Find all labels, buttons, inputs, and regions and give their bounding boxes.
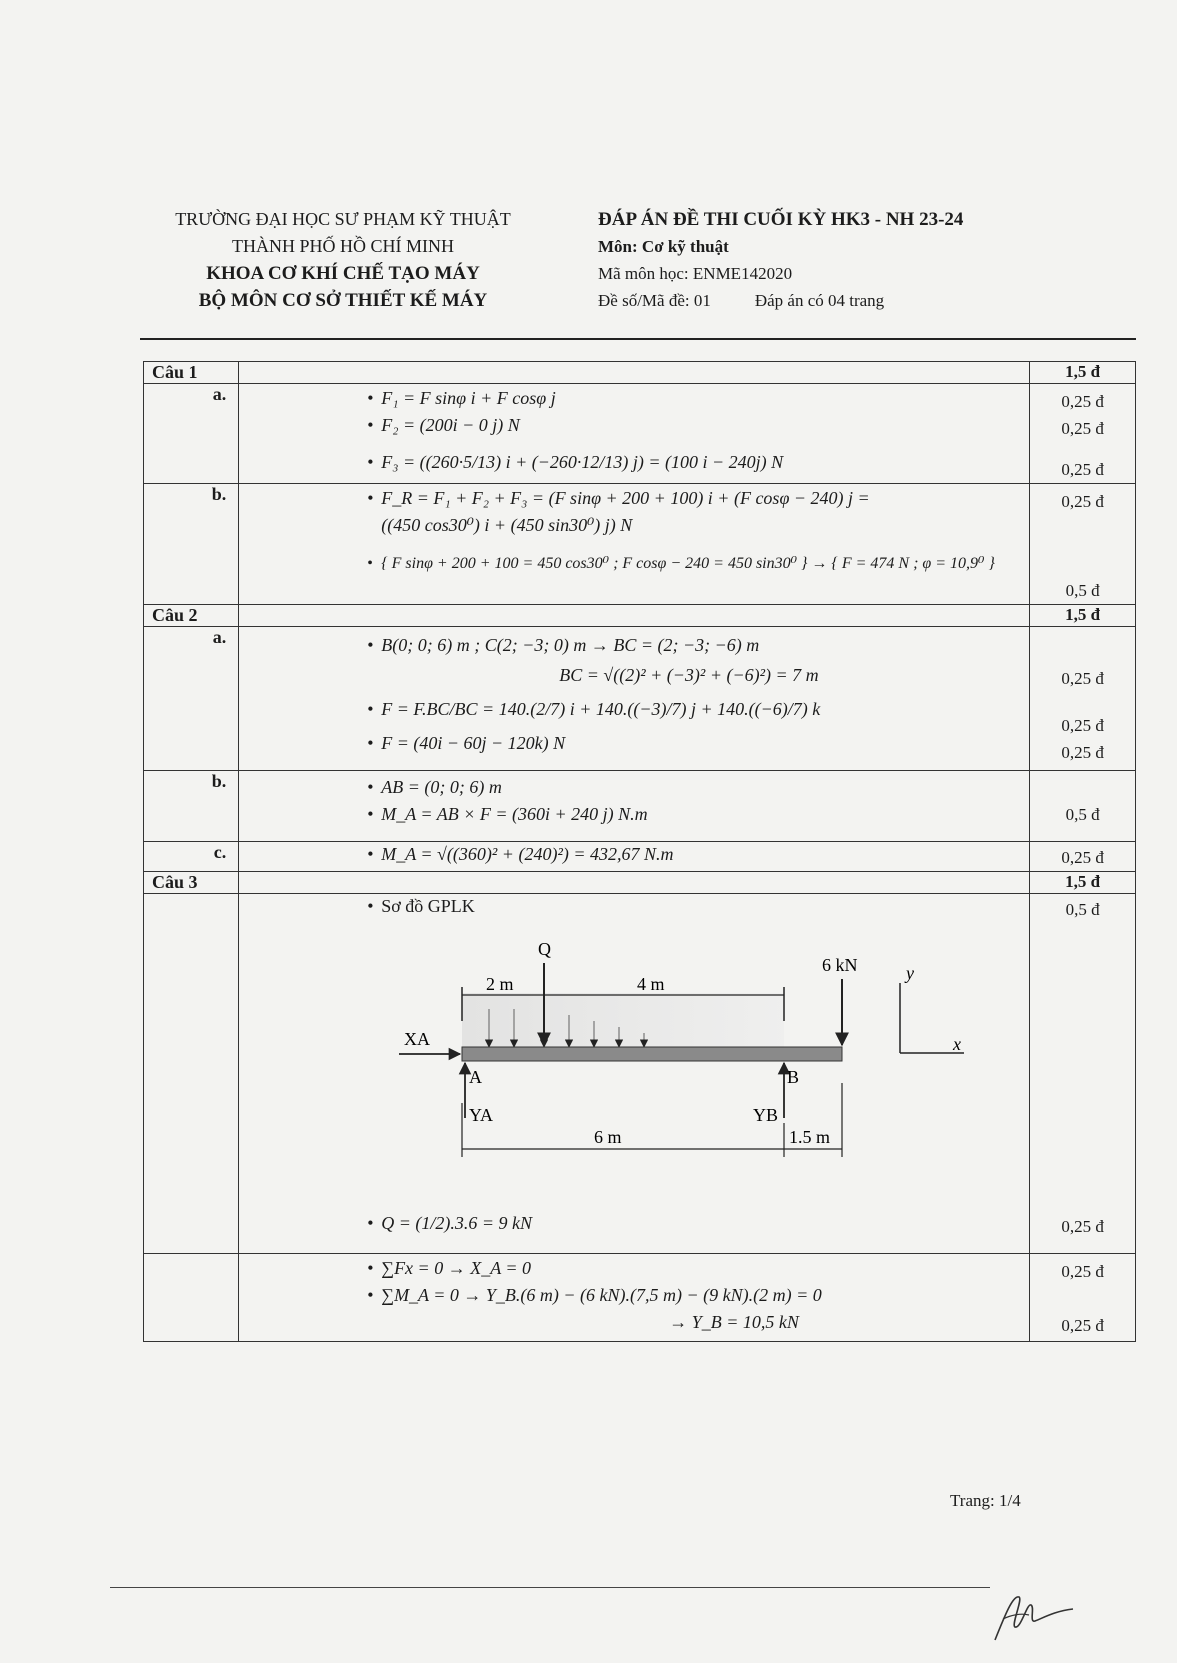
question-total: 1,5 đ bbox=[1030, 872, 1136, 894]
question-2-row bbox=[144, 605, 1136, 627]
formula-line: • ∑M_A = 0 → Y_B.(6 m) − (6 kN).(7,5 m) − (9 kN).(2 m) = 0 bbox=[367, 1285, 822, 1305]
part-label: b. bbox=[144, 484, 239, 605]
formula-line: ((450 cos30⁰) i + (450 sin30⁰) j) N bbox=[381, 515, 633, 535]
question-1-row bbox=[144, 362, 1136, 384]
exam-header bbox=[598, 206, 1068, 314]
reaction-xa-label: XA bbox=[404, 1029, 431, 1049]
points: 0,25 đ bbox=[1061, 460, 1104, 479]
points: 0,25 đ bbox=[1061, 716, 1104, 735]
support-b-label: B bbox=[787, 1067, 800, 1087]
q1-part-b bbox=[144, 484, 1136, 605]
city-name: THÀNH PHỐ HỒ CHÍ MINH bbox=[232, 236, 454, 256]
points: 0,25 đ bbox=[1061, 1262, 1104, 1281]
formula-line: • { F sinφ + 200 + 100 = 450 cos30⁰ ; F cosφ − 240 = 450 sin30⁰ } → { F = 474 N ; φ = 10,9⁰ } bbox=[367, 555, 995, 572]
formula-line: • F₃ = ((260·5/13) i + (−260·12/13) j) = (100 i − 240j) N bbox=[367, 452, 784, 472]
header-divider bbox=[140, 338, 1136, 340]
q2-part-b bbox=[144, 771, 1136, 842]
points: 0,25 đ bbox=[1061, 419, 1104, 438]
footer-divider bbox=[110, 1587, 990, 1588]
pages-note: Đáp án có 04 trang bbox=[754, 291, 885, 310]
points: 0,25 đ bbox=[1061, 669, 1104, 688]
university-name: TRƯỜNG ĐẠI HỌC SƯ PHẠM KỸ THUẬT bbox=[175, 209, 511, 229]
dimension-1-5m: 1.5 m bbox=[789, 1127, 831, 1147]
formula-line: • F_R = F₁ + F₂ + F₃ = (F sinφ + 200 + 100) i + (F cosφ − 240) j = bbox=[367, 488, 870, 508]
points: 0,5 đ bbox=[1065, 805, 1100, 824]
part-label: b. bbox=[144, 771, 239, 842]
reaction-ya-label: YA bbox=[469, 1105, 494, 1125]
axis-x-label: x bbox=[953, 1034, 962, 1054]
formula-line: • M_A = √((360)² + (240)²) = 432,67 N.m bbox=[367, 844, 674, 864]
formula-line: • ∑Fx = 0 → X_A = 0 bbox=[367, 1258, 532, 1278]
points: 0,25 đ bbox=[1061, 848, 1104, 867]
dimension-2m: 2 m bbox=[486, 974, 514, 994]
points: 0,25 đ bbox=[1061, 392, 1104, 411]
free-body-diagram bbox=[239, 923, 1029, 1213]
axis-y-label: y bbox=[906, 963, 915, 983]
formula-line: • F₂ = (200i − 0 j) N bbox=[367, 415, 520, 435]
points: 0,25 đ bbox=[1061, 1217, 1104, 1236]
points: 0,25 đ bbox=[1061, 492, 1104, 511]
school-header bbox=[118, 206, 568, 314]
subject-name: Môn: Cơ kỹ thuật bbox=[598, 237, 729, 256]
dimension-6m: 6 m bbox=[594, 1127, 622, 1147]
question-total: 1,5 đ bbox=[1030, 362, 1136, 384]
q2-part-a bbox=[144, 627, 1136, 771]
resultant-label: Q bbox=[538, 939, 552, 959]
q1-part-a bbox=[144, 384, 1136, 484]
question-label: Câu 1 bbox=[144, 362, 239, 384]
points: 0,25 đ bbox=[1061, 1316, 1104, 1335]
q3-equations-row bbox=[144, 1254, 1136, 1342]
department-name: BỘ MÔN CƠ SỞ THIẾT KẾ MÁY bbox=[198, 290, 488, 311]
exam-number-row bbox=[598, 287, 1068, 314]
fbd-label-line: • Sơ đồ GPLK bbox=[367, 896, 475, 916]
formula-line: → Y_B = 10,5 kN bbox=[669, 1312, 799, 1332]
exam-title: ĐÁP ÁN ĐỀ THI CUỐI KỲ HK3 - NH 23-24 bbox=[598, 209, 964, 230]
q2-part-c bbox=[144, 842, 1136, 872]
formula-line: BC = √((2)² + (−3)² + (−6)²) = 7 m bbox=[559, 665, 819, 685]
reaction-yb-label: YB bbox=[753, 1105, 779, 1125]
question-label: Câu 2 bbox=[144, 605, 239, 627]
formula-line: • B(0; 0; 6) m ; C(2; −3; 0) m → BC = (2; −3; −6) m bbox=[367, 635, 760, 655]
formula-line: • M_A = AB × F = (360i + 240 j) N.m bbox=[367, 804, 648, 824]
formula-line: • AB = (0; 0; 6) m bbox=[367, 777, 502, 797]
exam-number: Đề số/Mã đề: 01 bbox=[598, 291, 711, 310]
support-a-label: A bbox=[469, 1067, 483, 1087]
question-label: Câu 3 bbox=[144, 872, 239, 894]
points: 0,25 đ bbox=[1061, 743, 1104, 762]
question-total: 1,5 đ bbox=[1030, 605, 1136, 627]
formula-line: • F = F.BC/BC = 140.(2/7) i + 140.((−3)/7) j + 140.((−6)/7) k bbox=[367, 699, 821, 719]
signature bbox=[985, 1585, 1075, 1645]
points: 0,5 đ bbox=[1065, 581, 1100, 600]
part-label: c. bbox=[144, 842, 239, 872]
question-3-row bbox=[144, 872, 1136, 894]
formula-line: • F = (40i − 60j − 120k) N bbox=[367, 733, 566, 753]
beam bbox=[462, 1047, 842, 1061]
part-label: a. bbox=[144, 384, 239, 484]
part-label: a. bbox=[144, 627, 239, 771]
q3-fbd-row bbox=[144, 894, 1136, 1254]
page-number: Trang: 1/4 bbox=[950, 1491, 1021, 1510]
distributed-load bbox=[462, 993, 784, 1049]
points: 0,5 đ bbox=[1065, 900, 1100, 919]
answer-table bbox=[143, 361, 1136, 1342]
point-load-label: 6 kN bbox=[822, 955, 858, 975]
faculty-name: KHOA CƠ KHÍ CHẾ TẠO MÁY bbox=[206, 263, 480, 284]
formula-line: • F₁ = F sinφ i + F cosφ j bbox=[367, 388, 556, 408]
subject-code: Mã môn học: ENME142020 bbox=[598, 264, 793, 283]
formula-line: • Q = (1/2).3.6 = 9 kN bbox=[367, 1213, 533, 1233]
dimension-4m: 4 m bbox=[637, 974, 665, 994]
